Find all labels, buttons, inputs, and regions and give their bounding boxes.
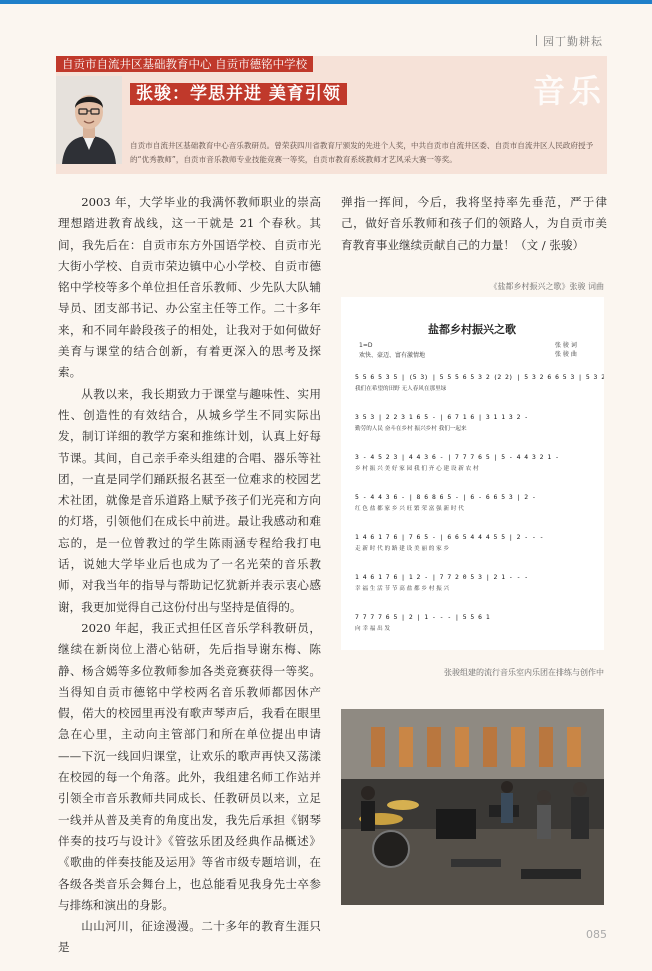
score-lyric-row: 我们在希望的田野 无人春风在那里绿 (355, 386, 447, 392)
score-lyric-row: 勤劳的人民 奋斗在乡村 振兴乡村 我们一起来 (355, 426, 467, 432)
score-credit-music: 张 骏 曲 (555, 351, 577, 358)
section-tag-text: 园丁勤耕耘 (543, 35, 603, 48)
score-notes-row: 7 7 7 7 6 5 | 2 | 1 - - - | 5 5 6 1 (355, 613, 490, 621)
article-left-column (58, 192, 321, 959)
score-notes-row: 5 5 6 5 3 5 | (5 3) | 5 5 5 6 5 3 2 (2 2) | 5 3 2 6 6 5 3 | 5 3 2 2 1 - (355, 373, 604, 381)
paragraph-1: 2003 年，大学毕业的我满怀教师职业的崇高理想踏进教育战线，这一干就是 21 个春秋。其间，我先后在：自贡市东方外国语学校、自贡市光大街小学校、自贡市荣边镇中心小学校、自贡市德铭中学校等多个单位担任音乐教师、少先队大队辅导员、团支部书记、办公室主任等工作。二十多年来，和不同年龄段孩子的相处，让我对于如何做好美育与课堂的结合创新，有着更深入的思考及探索。 (58, 195, 321, 380)
author-bio: 自贡市自流井区基础教育中心音乐教研员。曾荣获四川省教育厅颁发的先进个人奖，中共自贡市自流井区委、自贡市自流井区人民政府授予的“优秀教师”，自贡市音乐教师专业技能竞赛一等奖，自贡市教育系统教师才艺风采大赛一等奖。 (130, 141, 594, 164)
score-lyric-row: 红 色 盐 都 家 乡 兴 旺 繁 荣 富 强 新 时 代 (355, 506, 464, 512)
score-lyric-row: 幸 福 生 活 节 节 高 盐 都 乡 村 振 兴 (355, 586, 450, 592)
score-lyric-row: 向 幸 福 出 发 (355, 626, 391, 632)
music-score (341, 297, 604, 650)
score-credit-words: 张 骏 词 (555, 342, 577, 349)
score-notes-row: 3 - 4 5 2 3 | 4 4 3 6 - | 7 7 7 6 5 | 5 - 4 4 3 2 1 - (355, 453, 559, 461)
top-accent-bar (0, 0, 652, 4)
paragraph-3: 2020 年起，我正式担任区音乐学科教研员，继续在新岗位上潜心钻研，先后指导谢东梅、陈静、杨含嫣等多位教师参加各类竞赛获得一等奖。当得知自贡市德铭中学校两名音乐教师都因休产假，偌大的校园里再没有歌声琴声后，我看在眼里急在心里，主动向主管部门和所在单位提出申请——下沉一线回归课堂，让欢乐的歌声再快又荡漾在校园的每一个角落。此外，我组建名师工作站并引领全市音乐教师共同成长、任教研员以来，立足一线并从普及美育的角度出发，我先后承担《钢琴伴奏的技巧与设计》《管弦乐团及经典作品概述》《歌曲的伴奏技能及运用》等省市级专题培训，在各级各类音乐会舞台上，也总能看见我身先士卒参与排练和演出的身影。 (58, 620, 321, 912)
closing-paragraph: 弹指一挥间，今后，我将坚持率先垂范，严于律己，做好音乐教师和孩子们的领路人，为自贡市美育教育事业继续贡献自己的力量！（文 / 张骏） (341, 195, 607, 252)
score-rows (355, 373, 604, 632)
rehearsal-scene-image (341, 709, 604, 905)
photo-caption: 张骏组建的流行音乐室内乐团在排练与创作中 (444, 668, 604, 677)
article-right-column (341, 192, 607, 256)
score-key: 1=D (359, 342, 373, 349)
author-photo (56, 76, 122, 164)
score-notes-row: 1 4 6 1 7 6 | 7 6 5 - | 6 6 5 4 4 4 5 5 | 2 - - - (355, 533, 544, 541)
score-lyric-row: 乡 村 振 兴 美 好 家 园 我 们 齐 心 建 设 新 农 村 (355, 466, 479, 472)
score-sheet (341, 297, 604, 650)
subject-watermark: 音乐 (533, 72, 606, 110)
score-notes-row: 3 5 3 | 2 2 3 1 6 5 - | 6 7 1 6 | 3 1 1 3 2 - (355, 413, 529, 421)
band-rehearsal-photo (341, 709, 604, 905)
score-title: 盐都乡村振兴之歌 (428, 323, 516, 336)
article-title: 张骏：学思并进 美育引领 (130, 83, 347, 105)
score-caption: 《盐都乡村振兴之歌》张骏 词曲 (489, 282, 604, 291)
paragraph-2: 从教以来，我长期致力于课堂与趣味性、实用性、创造性的有效结合，从城乡学生不同实际出发，制订详细的教学方案和推练计划，认真上好每节课。其间，自己亲手牵头组建的合唱、器乐等社团，一直是同学们踊跃报名甚至一位难求的校园艺术社团，就像是音乐道路上赋予孩子们光亮和方向的灯塔，引领他们在成长中前进。最让我感动和难忘的，是一位曾教过的学生陈雨涵专程给我打电话，说她大学毕业后也成为了一名光荣的音乐教师，对我当年的指导与帮助记忆犹新并表示衷心感谢，我更加觉得自己这份付出与坚持是值得的。 (58, 386, 321, 614)
organization-banner: 自贡市自流井区基础教育中心 自贡市德铭中学校 (56, 56, 313, 72)
score-notes-row: 1 4 6 1 7 6 | 1 2 - | 7 7 2 0 5 3 | 2 1 - - - (355, 573, 529, 581)
score-tempo: 欢快、豪迈、富有激情地 (359, 352, 426, 359)
section-tag (536, 33, 603, 49)
paragraph-4: 山山河川，征途漫漫。二十多年的教育生涯只是 (58, 919, 321, 955)
author-portrait-image (56, 76, 122, 164)
score-notes-row: 5 - 4 4 3 6 - | 8 6 8 6 5 - | 6 - 6 6 5 3 | 2 - (355, 493, 536, 501)
page-number: 085 (586, 928, 607, 941)
score-lyric-row: 走 新 时 代 的 路 建 设 美 丽 的 家 乡 (355, 546, 450, 552)
